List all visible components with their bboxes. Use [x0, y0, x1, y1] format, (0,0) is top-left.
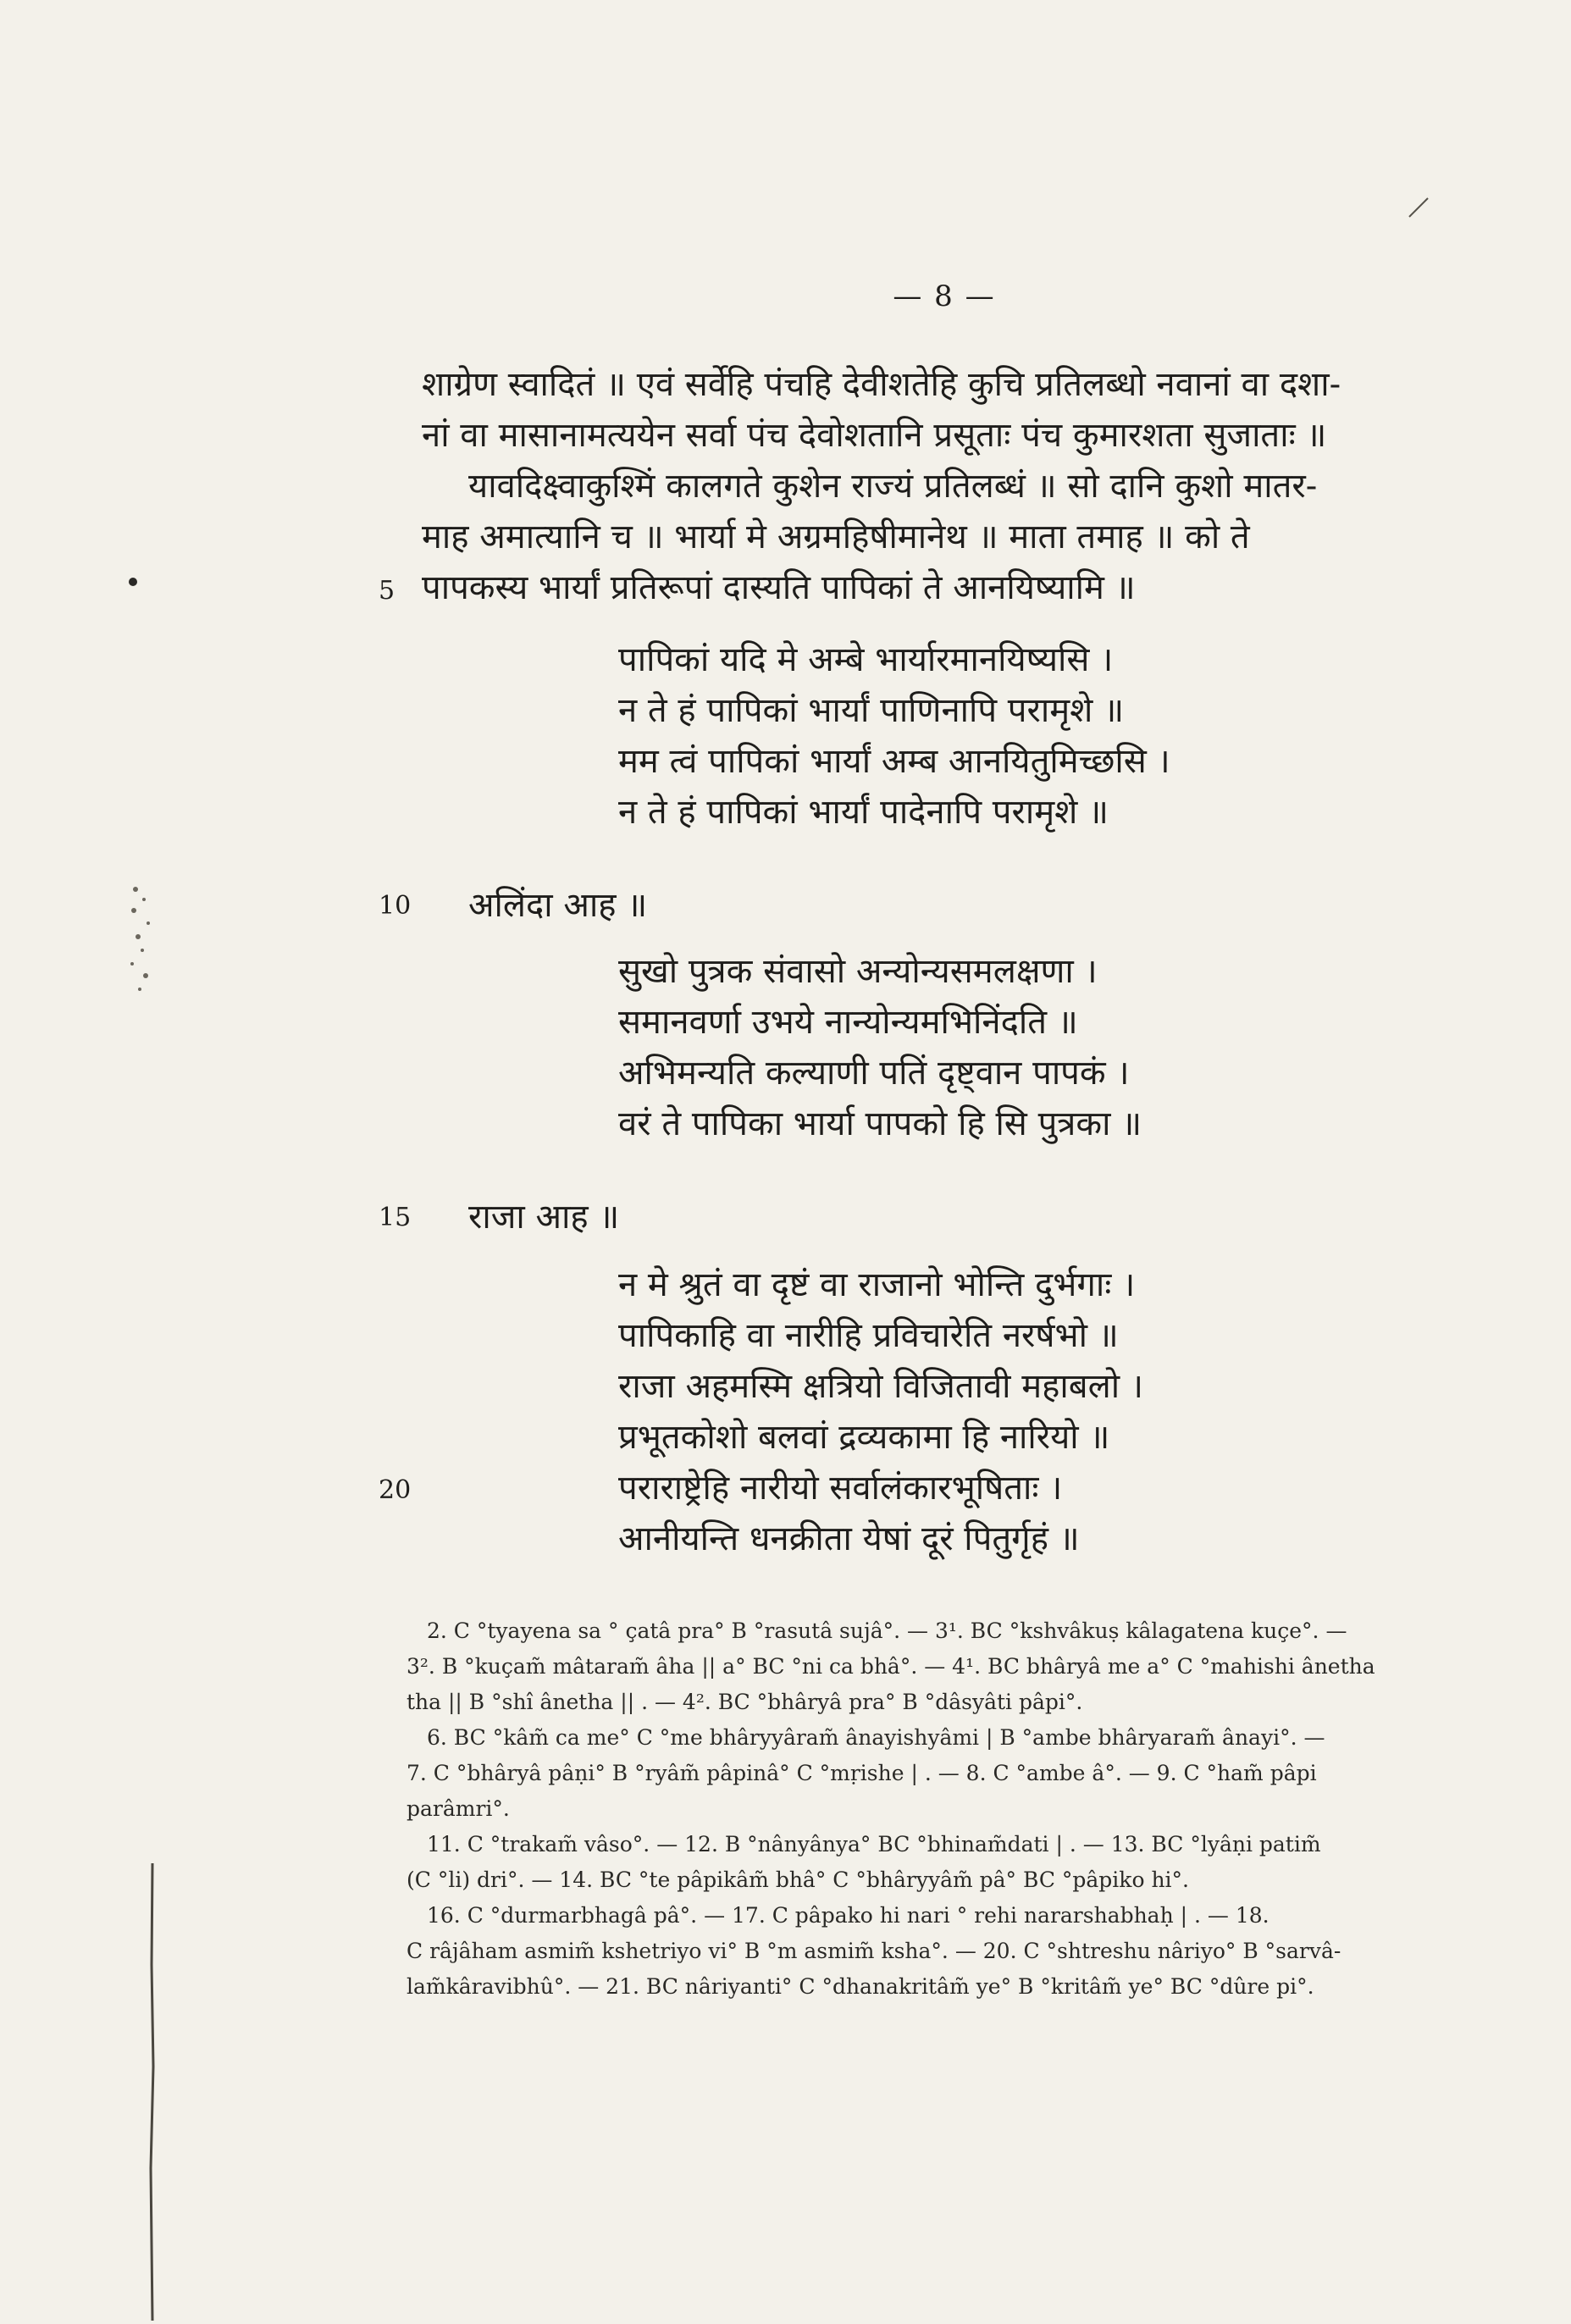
verse-line: न ते हं पापिकां भार्यां पादेनापि परामृशे ॥ — [618, 793, 1109, 832]
footnotes-apparatus — [407, 1613, 1516, 2005]
binding-edge-icon — [144, 1863, 161, 2321]
footnote-line: 6. BC °kâm̃ ca me° C °me bhâryyâram̃ ânayishyâmi | B °ambe bhâryaram̃ ânayi°. — — [427, 1725, 1325, 1750]
line-number: 10 — [379, 891, 412, 921]
verse-line: सुखो पुत्रक संवासो अन्योन्यसमलक्षणा । — [618, 952, 1098, 991]
verse-line: पापिकाहि वा नारीहि प्रविचारेति नरर्षभो ॥ — [618, 1316, 1119, 1355]
verse-line: न मे श्रुतं वा दृष्टं वा राजानो भोन्ति दुर्भगाः । — [618, 1265, 1136, 1304]
footnote-line: 2. C °tyayena sa ° çatâ pra° B °rasutâ sujâ°. — 3¹. BC °kshvâkuṣ kâlagatena kuçe°. — — [427, 1618, 1347, 1643]
footnote-line: 11. C °trakam̃ vâso°. — 12. B °nânyânya° BC °bhinam̃dati | . — 13. BC °lyâṇi patim̃ — [427, 1832, 1321, 1856]
corner-mark-icon — [1406, 195, 1431, 220]
footnote-line: 7. C °bhâryâ pâṇi° B °ryâm̃ pâpinâ° C °mṛishe | . — 8. C °ambe â°. — 9. C °ham̃ pâpi — [407, 1761, 1317, 1785]
prose-line: नां वा मासानामत्ययेन सर्वा पंच देवोशतानि प्रसूताः पंच कुमारशता सुजाताः ॥ — [422, 416, 1327, 455]
verse-line: आनीयन्ति धनक्रीता येषां दूरं पितुर्गृहं ॥ — [618, 1519, 1080, 1558]
footnote-line: lam̃kâravibhû°. — 21. BC nâriyanti° C °dhanakritâm̃ ye° B °kritâm̃ ye° BC °dûre pi°. — [407, 1974, 1314, 1999]
prose-line: शाग्रेण स्वादितं ॥ एवं सर्वेहि पंचहि देवीशतेहि कुचि प्रतिलब्धो नवानां वा दशा- — [422, 365, 1341, 404]
footnote-line: 16. C °durmarbhagâ pâ°. — 17. C pâpako hi nari ° rehi nararshabhaḥ | . — 18. — [427, 1903, 1270, 1928]
page-number: — 8 — — [893, 279, 996, 313]
footnote-line: 3². B °kuçam̃ mâtaram̃ âha || a° BC °ni ca bhâ°. — 4¹. BC bhâryâ me a° C °mahishi ânetha — [407, 1654, 1375, 1679]
line-number: 20 — [379, 1475, 412, 1505]
footnote-line: C râjâham asmim̃ kshetriyo vi° B °m asmim̃ ksha°. — 20. C °shtreshu nâriyo° B °sarvâ- — [407, 1939, 1341, 1963]
footnote-line: tha || B °shî ânetha || . — 4². BC °bhâryâ pra° B °dâsyâti pâpi°. — [407, 1690, 1083, 1714]
verse-line: न ते हं पापिकां भार्यां पाणिनापि परामृशे ॥ — [618, 691, 1125, 730]
footnote-line: parâmri°. — [407, 1796, 510, 1821]
verse-line: मम त्वं पापिकां भार्यां अम्ब आनयितुमिच्छसि । — [618, 742, 1170, 781]
verse-line: समानवर्णा उभये नान्योन्यमभिनिंदति ॥ — [618, 1003, 1078, 1042]
verse-line: वरं ते पापिका भार्या पापको हि सि पुत्रका ॥ — [618, 1104, 1142, 1143]
margin-smudge-icon — [110, 881, 169, 1025]
prose-line: यावदिक्ष्वाकुश्मिं कालगते कुशेन राज्यं प्रतिलब्धं ॥ सो दानि कुशो मातर- — [468, 467, 1318, 506]
verse-line: पराराष्ट्रेहि नारीयो सर्वालंकारभूषिताः । — [618, 1469, 1063, 1508]
verse-line: पापिकां यदि मे अम्बे भार्यारमानयिष्यसि । — [618, 640, 1114, 679]
prose-line: पापकस्य भार्यां प्रतिरूपां दास्यति पापिकां ते आनयिष्यामि ॥ — [422, 568, 1136, 607]
speaker-heading: अलिंदा आह ॥ — [468, 886, 648, 925]
margin-dot-icon — [127, 576, 139, 588]
verse-line: राजा अहमस्मि क्षत्रियो विजितावी महाबलो । — [618, 1367, 1143, 1406]
verse-line: अभिमन्यति कल्याणी पतिं दृष्ट्वान पापकं । — [618, 1054, 1130, 1093]
footnote-line: (C °li) dri°. — 14. BC °te pâpikâm̃ bhâ° C °bhâryyâm̃ pâ° BC °pâpiko hi°. — [407, 1868, 1189, 1892]
verse-line: प्रभूतकोशो बलवां द्रव्यकामा हि नारियो ॥ — [618, 1418, 1110, 1457]
line-number: 5 — [379, 576, 396, 606]
line-number: 15 — [379, 1203, 412, 1232]
speaker-heading: राजा आह ॥ — [468, 1198, 620, 1237]
prose-line: माह अमात्यानि च ॥ भार्या मे अग्रमहिषीमानेथ ॥ माता तमाह ॥ को ते — [422, 517, 1250, 556]
